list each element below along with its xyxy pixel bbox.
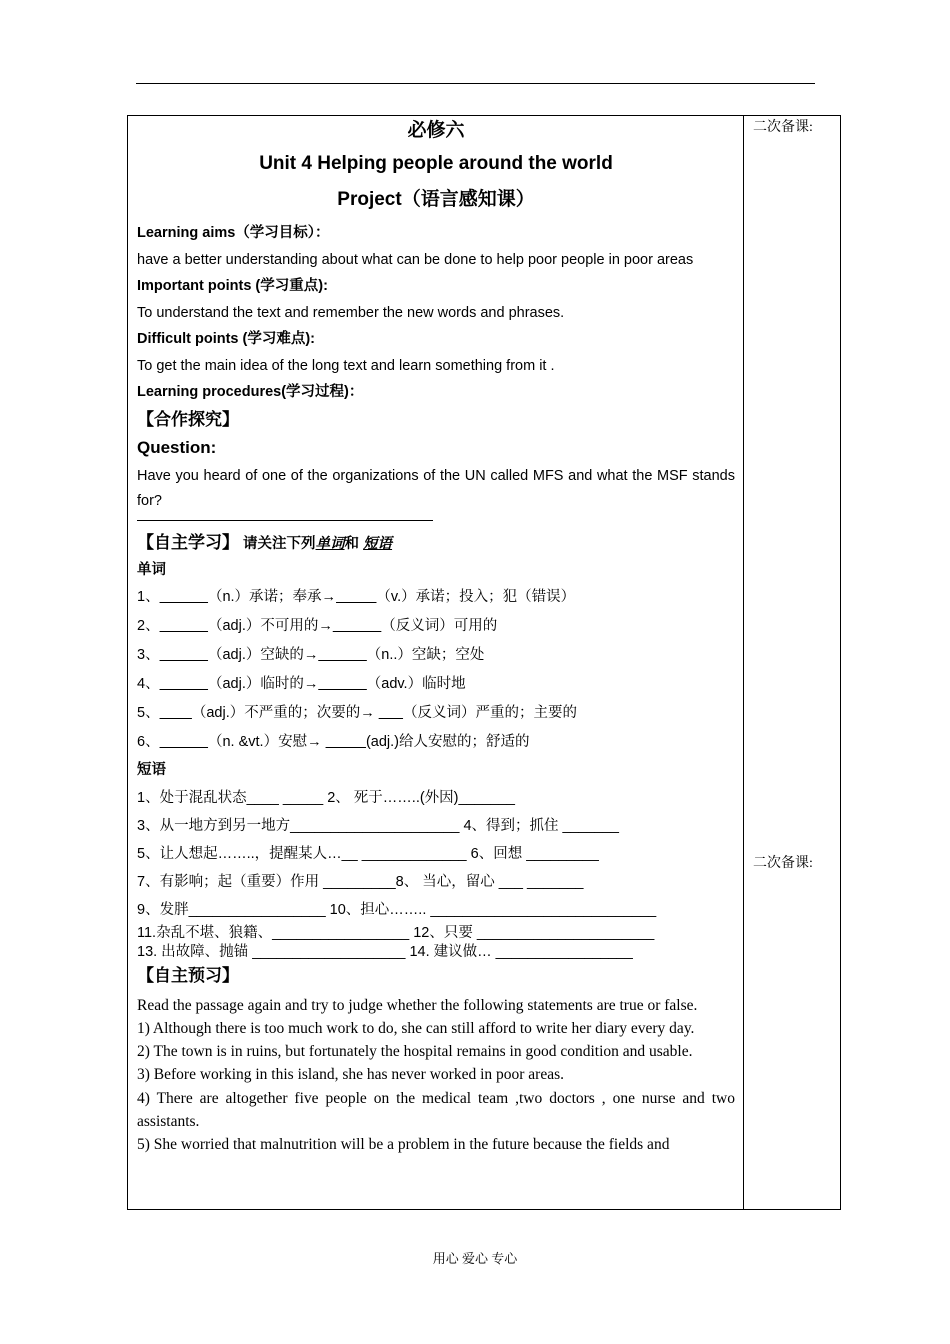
vocab-blank1: ______ <box>159 589 208 605</box>
vocab-end: （反义词）严重的；主要的 <box>402 705 577 721</box>
self-study-word-a: 单词 <box>315 535 345 552</box>
vocab-blank2: _____ <box>325 734 366 750</box>
phrase-row: 9、发胖_________________ 10、担心…….. ____________________________ <box>137 901 657 918</box>
procedures-label: Learning procedures(学习过程)： <box>137 384 364 400</box>
coop-heading: 【合作探究】 <box>137 409 239 429</box>
vocab-mid: （n. &vt.）安慰→ <box>207 734 326 750</box>
vocab-blank1: ____ <box>159 705 192 721</box>
vocab-blank1: ______ <box>159 676 208 692</box>
preview-item: 2) The town is in ruins, but fortunately the hospital remains in good condition and usable. <box>137 1043 693 1061</box>
lesson-table <box>127 115 841 1210</box>
vocab-mid: （adj.）不可用的→ <box>207 618 333 634</box>
vocab-row <box>137 699 735 728</box>
vocab-n: 5、 <box>137 705 160 721</box>
vocab-blank2: ___ <box>378 705 403 721</box>
preview-item: 1) Although there is too much work to do, she can still afford to write her diary every day. <box>137 1019 695 1037</box>
vocab-blank2: ______ <box>332 618 382 634</box>
vocab-label: 单词 <box>137 561 166 578</box>
vocab-row <box>137 728 735 757</box>
phrase-list <box>137 784 735 962</box>
preview-items <box>137 1017 735 1157</box>
header-rule <box>136 83 815 84</box>
vocab-blank2: _____ <box>336 589 377 605</box>
side-note-middle: 二次备课: <box>753 856 813 871</box>
question-label: Question: <box>137 437 217 457</box>
vocab-blank1: ______ <box>159 734 208 750</box>
vocab-end: （adv.）临时地 <box>366 676 466 692</box>
preview-item: 3) Before working in this island, she has never worked in poor areas. <box>137 1066 564 1084</box>
preview-heading: 【自主预习】 <box>137 965 239 985</box>
vocab-end: （反义词）可用的 <box>381 618 498 634</box>
vocab-list <box>137 583 735 757</box>
title-project: Project（语言感知课） <box>337 189 535 210</box>
vocab-row <box>137 583 735 612</box>
vocab-mid: （n.）承诺；奉承→ <box>207 589 337 605</box>
vocab-n: 3、 <box>137 647 160 663</box>
phrase-row: 11.杂乱不堪、狼籍、_________________ 12、只要 ______________________ <box>137 924 655 941</box>
vocab-blank2: ______ <box>318 676 367 692</box>
column-divider <box>743 116 744 1209</box>
self-study-heading: 【自主学习】 <box>137 532 239 552</box>
vocab-mid: （adj.）空缺的→ <box>207 647 319 663</box>
preview-item: 5) She worried that malnutrition will be a problem in the future because the fields and <box>137 1136 670 1154</box>
difficult-label: Difficult points (学习难点): <box>137 331 315 347</box>
vocab-row <box>137 612 735 641</box>
main-cell <box>137 116 735 1157</box>
phrase-row: 13. 出故障、抛锚 ___________________ 14. 建议做… _________________ <box>137 943 633 960</box>
side-note-top: 二次备课: <box>753 120 813 135</box>
phrase-row: 5、让人想起……..，提醒某人…__ _____________ 6、回想 _________ <box>137 845 599 862</box>
vocab-n: 6、 <box>137 734 160 750</box>
vocab-mid: （adj.）不严重的；次要的→ <box>191 705 379 721</box>
self-study-and: 和 <box>344 535 360 552</box>
title-cn: 必修六 <box>407 120 465 141</box>
vocab-n: 1、 <box>137 589 160 605</box>
aims-label: Learning aims（学习目标）： <box>137 225 330 241</box>
aims-text: have a better understanding about what can be done to help poor people in poor areas <box>137 251 694 268</box>
vocab-end: (adj.)给人安慰的；舒适的 <box>365 734 530 750</box>
vocab-blank1: ______ <box>159 618 208 634</box>
vocab-row <box>137 641 735 670</box>
vocab-mid: （adj.）临时的→ <box>207 676 319 692</box>
phrase-label: 短语 <box>137 762 166 778</box>
vocab-end: （n..）空缺；空处 <box>366 647 485 663</box>
phrase-row: 3、从一地方到另一地方_____________________ 4、得到；抓住 _______ <box>137 817 619 834</box>
important-text: To understand the text and remember the new words and phrases. <box>137 304 565 321</box>
difficult-text: To get the main idea of the long text and learn something from it . <box>137 357 555 374</box>
title-unit: Unit 4 Helping people around the world <box>259 153 613 174</box>
question-text: Have you heard of one of the organizations of the UN called MFS and what the MSF stands for? <box>137 467 735 509</box>
important-label: Important points (学习重点): <box>137 278 328 294</box>
self-study-word-b: 短语 <box>363 535 393 552</box>
answer-line <box>137 520 433 521</box>
vocab-end: （v.）承诺；投入；犯（错误） <box>376 589 576 605</box>
vocab-blank2: ______ <box>318 647 367 663</box>
preview-intro: Read the passage again and try to judge whether the following statements are true or false. <box>137 996 698 1014</box>
phrase-row: 7、有影响；起（重要）作用 _________8、 当心，留心 ___ _______ <box>137 873 584 890</box>
preview-item: 4) There are altogether five people on the medical team ,two doctors , one nurse and two assistants. <box>137 1089 735 1130</box>
phrase-row: 1、处于混乱状态____ _____ 2、 死于……..(外因)_______ <box>137 789 515 806</box>
vocab-row <box>137 670 735 699</box>
vocab-n: 2、 <box>137 618 160 634</box>
page-footer: 用心 爱心 专心 <box>432 1251 518 1266</box>
self-study-heading-row <box>137 529 735 557</box>
vocab-blank1: ______ <box>159 647 208 663</box>
self-study-instruction: 请关注下列 <box>243 535 316 552</box>
vocab-n: 4、 <box>137 676 160 692</box>
